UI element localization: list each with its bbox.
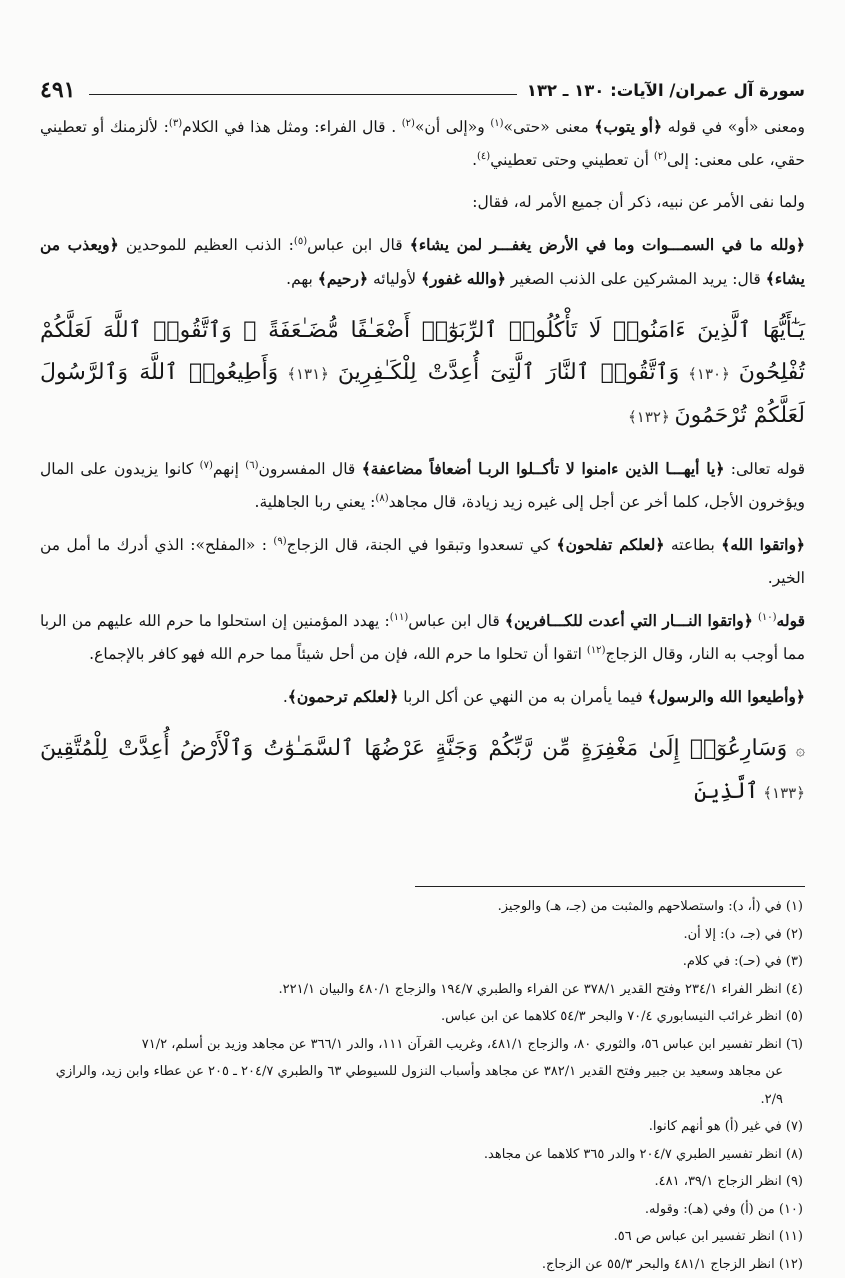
quran-quote: ﴿واتقوا الله﴾ (721, 535, 805, 554)
text: : لألزمنك أو تعطيني حقي، على معنى: إلى (40, 118, 805, 169)
hizb-mark-icon: ۞ (787, 740, 805, 759)
text: : يهدد المؤمنين إن استحلوا ما حرم الله عليهم من الربا مما أوجب به النار، وقال الزجاج (40, 612, 805, 663)
footnote-ref: (١١) (390, 612, 409, 623)
text: لأوليائه (368, 270, 421, 288)
verse-number-131: ﴿١٣١﴾ (278, 365, 338, 383)
header-rule (89, 94, 516, 95)
verse-number-130: ﴿١٣٠﴾ (679, 365, 739, 383)
paragraph-2: ولما نفى الأمر عن نبيه، ذكر أن جميع الأمر له، فقال: (40, 186, 805, 219)
quran-quote: ﴿ولله ما في السمـــوات وما في الأرض يغفـــر لمن يشاء﴾ (410, 235, 805, 254)
text: قوله (777, 611, 805, 630)
footnote-12: (١٢) انظر الزجاج ٤٨١/١ والبحر ٥٥/٣ عن الزجاج. (40, 1251, 805, 1278)
quran-quote: ﴿والله غفور﴾ (421, 269, 506, 288)
verse-130: يَـٰٓأَيُّهَا ٱلَّذِينَ ءَامَنُوا۟ لَا تَأْكُلُوا۟ ٱلرِّبَوٰٓا۟ أَضْعَـٰفًا مُّضَـٰعَفَةً ۖ وَٱتَّقُوا۟ ٱللَّهَ لَعَلَّكُمْ تُفْلِحُونَ (40, 318, 805, 385)
footnote-ref: (٤) (477, 151, 490, 162)
text: . قال الفراء: ومثل هذا في الكلام (182, 118, 402, 136)
quran-quote: ﴿وأطيعوا الله والرسول﴾ (648, 687, 805, 706)
quran-quote: ﴿ويعذب من يشاء﴾ (40, 235, 805, 288)
text: : يعني ربا الجاهلية. (255, 493, 376, 511)
quran-quote: ﴿أو يتوب﴾ (594, 117, 662, 136)
verse-number-133: ﴿١٣٣﴾ (758, 784, 805, 802)
verse-132: وَأَطِيعُوا۟ ٱللَّهَ وَٱلرَّسُولَ لَعَلَّكُمْ تُرْحَمُونَ (40, 360, 805, 428)
verse-131: وَٱتَّقُوا۟ ٱلنَّارَ ٱلَّتِىٓ أُعِدَّتْ لِلْكَـٰفِرِينَ (338, 360, 679, 385)
footnote-6: (٦) انظر تفسير ابن عباس ٥٦، والثوري ٨٠، والزجاج ٤٨١/١، وغريب القرآن ١١١، والدر ٣٦٦/١ عن مجاهد وزيد بن أسلم، ٧١/٢ (40, 1031, 805, 1059)
footnote-3: (٣) في (حـ): في كلام. (40, 948, 805, 976)
footnote-ref: (٥) (294, 236, 307, 247)
footnote-ref: (٧) (200, 460, 213, 471)
main-text (40, 110, 805, 814)
footnote-ref: (٨) (375, 493, 388, 504)
text: فيما يأمران به من النهي عن أكل الربا (398, 688, 647, 706)
footnote-2: (٢) في (جـ، د): إلا أن. (40, 921, 805, 949)
text: إنهم (213, 460, 245, 478)
footnote-ref: (٩) (273, 536, 286, 547)
footnote-5: (٥) انظر غرائب النيسابوري ٧٠/٤ والبحر ٥٤/٣ كلاهما عن ابن عباس. (40, 1003, 805, 1031)
text: . (472, 151, 477, 169)
footnote-ref: (٦) (245, 460, 258, 471)
footnote-6-continued: عن مجاهد وسعيد بن جبير وفتح القدير ٣٨٢/١ عن مجاهد وأسباب النزول للسيوطي ٦٣ والطبري ٢٠٤/٧ ـ ٢٠٥ عن عطاء وابن زيد، والرازي ٢/٩. (40, 1058, 805, 1113)
text: و«إلى أن» (415, 118, 490, 136)
text: قوله تعالى: (724, 460, 805, 478)
footnote-8: (٨) انظر تفسير الطبري ٢٠٤/٧ والدر ٣٦٥ كلاهما عن مجاهد. (40, 1141, 805, 1169)
footnote-1: (١) في (أ، د): واستصلاحهم والمثبت من (جـ، هـ) والوجيز. (40, 893, 805, 921)
text: ومعنى «أو» في قوله (662, 118, 805, 136)
quran-quote: ﴿يا أيهـــا الذين ءامنوا لا تأكــلوا الربـا أضعافاً مضاعفة﴾ (362, 459, 725, 478)
paragraph-5 (40, 528, 805, 595)
text: أن تعطيني وحتى تعطيني (490, 151, 654, 169)
footnote-9: (٩) انظر الزجاج ٣٩/١، ٤٨١. (40, 1168, 805, 1196)
verse-133: وَسَارِعُوٓا۟ إِلَىٰ مَغْفِرَةٍ مِّن رَّبِّكُمْ وَجَنَّةٍ عَرْضُهَا ٱلسَّمَـٰوَٰتُ وَٱلْأَرْضُ أُعِدَّتْ لِلْمُتَّقِينَ (40, 736, 787, 761)
text: قال: يريد المشركين على الذنب الصغير (506, 270, 766, 288)
paragraph-3 (40, 228, 805, 296)
running-header (40, 70, 805, 110)
footnotes (40, 893, 805, 1278)
text: قال ابن عباس (408, 612, 505, 630)
page-number: ٤٩١ (40, 77, 79, 103)
footnote-4: (٤) انظر الفراء ٢٣٤/١ وفتح القدير ٣٧٨/١ عن الفراء والطبري ١٩٤/٧ والزجاج ٤٨٠/١ والبيان ٢٢١/١. (40, 976, 805, 1004)
footnote-ref: (١٢) (587, 645, 606, 656)
text: كانوا يزيدون على المال ويؤخرون الأجل، كلما أخر عن أجل إلى غيره زيد زيادة، قال مجاهد (40, 460, 805, 511)
text: معنى «حتى» (504, 118, 595, 136)
footnote-ref: (١) (490, 118, 503, 129)
paragraph-7 (40, 680, 805, 714)
quran-quote: ﴿واتقوا النـــار التي أعدت للكـــافرين﴾ (505, 611, 753, 630)
quran-verses-130-132 (40, 310, 805, 438)
text: قال المفسرون (258, 460, 361, 478)
footnote-10: (١٠) من (أ) وفي (هـ): وقوله. (40, 1196, 805, 1224)
quran-quote: ﴿رحيم﴾ (318, 269, 368, 288)
footnote-7: (٧) في غير (أ) هو أنهم كانوا. (40, 1113, 805, 1141)
text: اتقوا أن تحلوا ما حرم الله، فإن من أحل شيئاً مما حرم الله فهو كافر بالإجماع. (89, 645, 587, 663)
footnote-ref: (١٠) (758, 612, 777, 623)
footnote-ref: (٢) (402, 118, 415, 129)
text: : الذنب العظيم للموحدين (119, 236, 294, 254)
text: . (283, 688, 288, 706)
footnote-divider (415, 886, 805, 887)
text: قال ابن عباس (307, 236, 410, 254)
footnote-ref: (٢) (654, 151, 667, 162)
footnote-11: (١١) انظر تفسير ابن عباس ص ٥٦. (40, 1223, 805, 1251)
verse-number-132: ﴿١٣٢﴾ (628, 408, 675, 426)
paragraph-4 (40, 452, 805, 519)
verse-134-start: ٱلَّذِينَ (694, 779, 758, 804)
paragraph-1 (40, 110, 805, 177)
text: : «المفلح»: الذي أدرك ما أمل من الخير. (40, 536, 805, 587)
quran-verse-133 (40, 728, 805, 814)
text: بهم. (286, 270, 318, 288)
header-title: سورة آل عمران/ الآيات: ١٣٠ ـ ١٣٢ (517, 81, 805, 100)
quran-quote: ﴿لعلكم ترحمون﴾ (288, 687, 399, 706)
text: بطاعته (664, 536, 721, 554)
paragraph-6 (40, 604, 805, 671)
footnote-ref: (٣) (169, 118, 182, 129)
quran-quote: ﴿لعلكم تفلحون﴾ (557, 535, 665, 554)
text: كي تسعدوا وتبقوا في الجنة، قال الزجاج (287, 536, 557, 554)
